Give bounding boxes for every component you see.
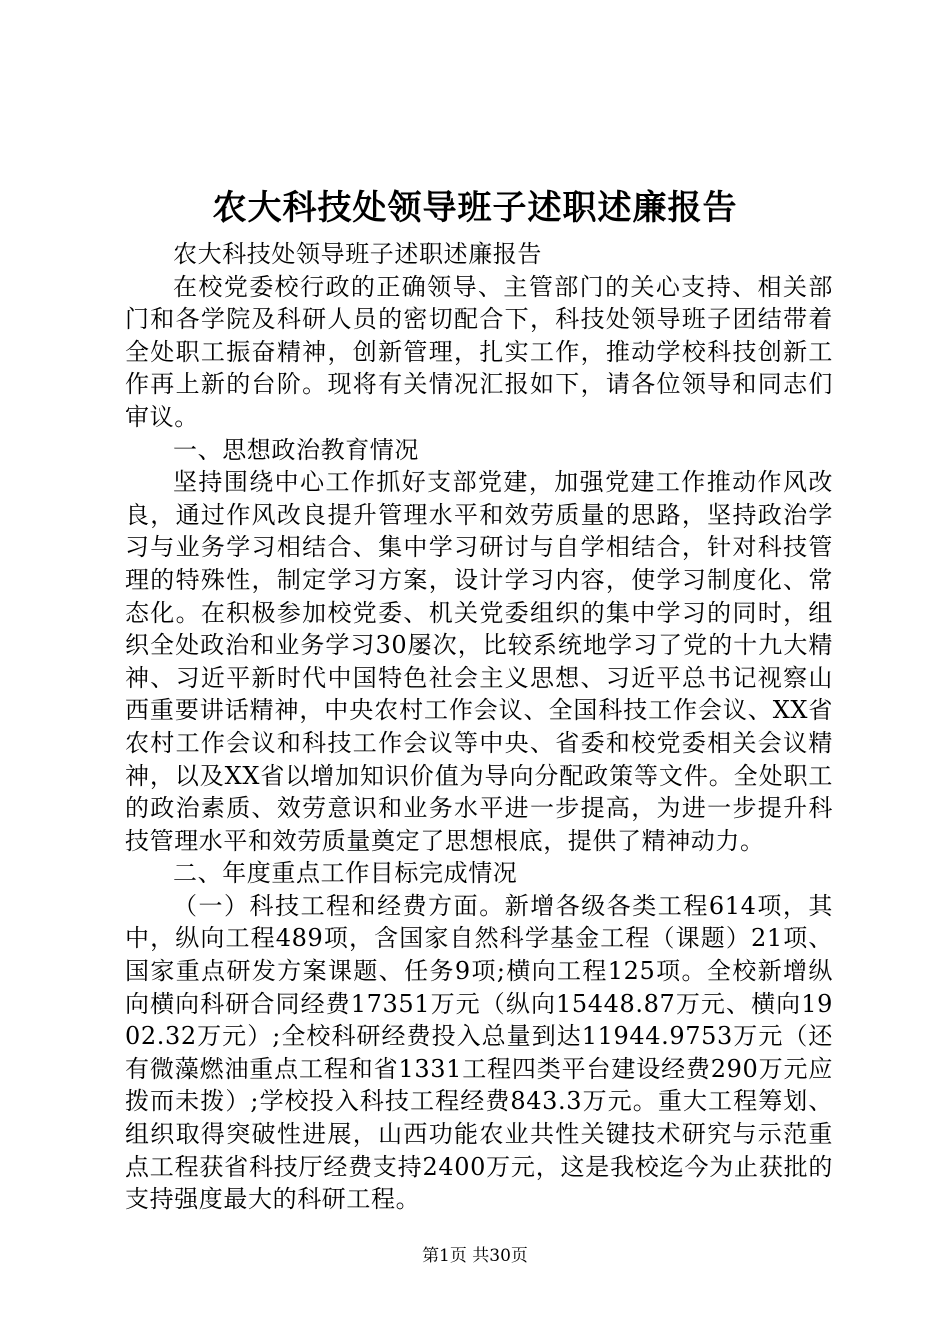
section-2-heading: 二、年度重点工作目标完成情况 [173, 859, 518, 888]
section-1-heading: 一、思想政治教育情况 [173, 435, 419, 464]
section-2-paragraph: （一）科技工程和经费方面。新增各级各类工程614项，其中，纵向工程489项，含国家自然科学基金工程（课题）21项、国家重点研发方案课题、任务9项;横向工程125项。全校新增纵向横向科研合同经费17351万元（纵向15448.87万元、横向1902.32万元）;全校科研经费投入总量到达11944.9753万元（还有微藻燃油重点工程和省1331工程四类平台建设经费290万元应拨而未拨）;学校投入科技工程经费843.3万元。重大工程筹划、组织取得突破性进展，山西功能农业共性关键技术研究与示范重点工程获省科技厅经费支持2400万元，这是我校迄今为止获批的支持强度最大的科研工程。 [125, 891, 833, 1214]
document-subtitle: 农大科技处领导班子述职述廉报告 [173, 240, 542, 268]
page-footer: 第1页 共30页 [422, 1246, 528, 1266]
section-1-paragraph: 坚持围绕中心工作抓好支部党建，加强党建工作推动作风改良，通过作风改良提升管理水平和效劳质量的思路，坚持政治学习与业务学习相结合、集中学习研讨与自学相结合，针对科技管理的特殊性，制定学习方案，设计学习内容，使学习制度化、常态化。在积极参加校党委、机关党委组织的集中学习的同时，组织全处政治和业务学习30屡次，比较系统地学习了党的十九大精神、习近平新时代中国特色社会主义思想、习近平总书记视察山西重要讲话精神，中央农村工作会议、全国科技工作会议、XX省农村工作会议和科技工作会议等中央、省委和校党委相关会议精神，以及XX省以增加知识价值为导向分配政策等文件。全处职工的政治素质、效劳意识和业务水平进一步提高，为进一步提升科技管理水平和效劳质量奠定了思想根底，提供了精神动力。 [125, 468, 833, 855]
document-body [125, 238, 833, 1216]
intro-paragraph: 在校党委校行政的正确领导、主管部门的关心支持、相关部门和各学院及科研人员的密切配合下，科技处领导班子团结带着全处职工振奋精神，创新管理，扎实工作，推动学校科技创新工作再上新的台阶。现将有关情况汇报如下，请各位领导和同志们审议。 [125, 272, 833, 431]
document-title: 农大科技处领导班子述职述廉报告 [212, 188, 738, 228]
